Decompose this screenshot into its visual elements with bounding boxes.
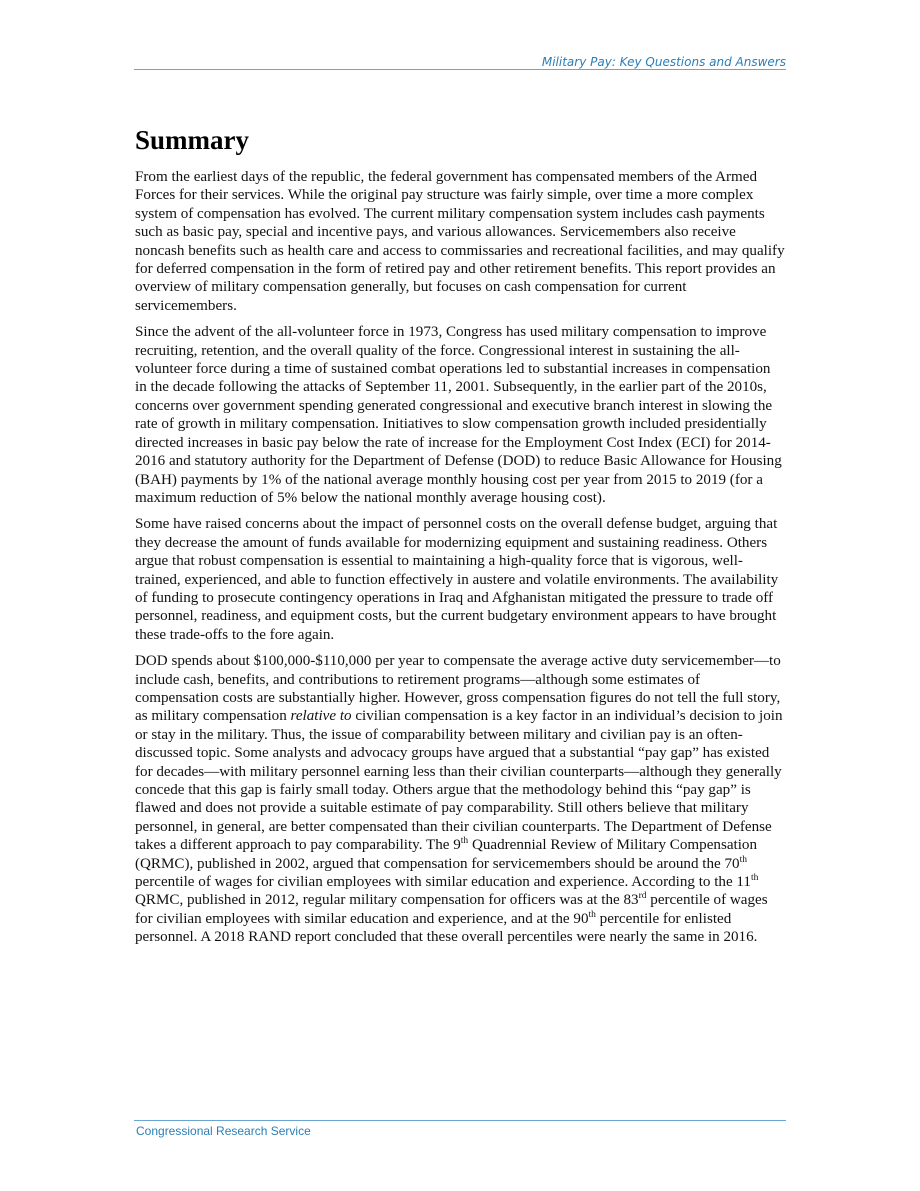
paragraph-3: Some have raised concerns about the impact of personnel costs on the overall defense budget, arguing that they decrease the amount of funds available for modernizing equipment and sustaining readiness. Others argue that robust compensation is essential to maintaining a high-quality force that is vigorous, well-trained, experienced, and able to function effectively in austere and volatile environments. The availability of funding to prosecute contingency operations in Iraq and Afghanistan mitigated the pressure to trade off personnel, readiness, and equipment costs, but the current budgetary environment appears to have brought these trade-offs to the fore again. [135, 516, 779, 643]
ordinal-superscript: th [588, 909, 596, 920]
p4-text-6: percentile of wages for civilian employees with similar education and experience, and at the 90 [135, 892, 768, 927]
footer-organization: Congressional Research Service [136, 1124, 311, 1138]
p4-text-1: DOD spends about $100,000-$110,000 per year to compensate the average active duty servicemember—to include cash, benefits, and contributions to retirement programs—although some estimates of compensation costs are substantially higher. However, gross compensation figures do not tell the full story, as military compensation [135, 653, 781, 725]
ordinal-superscript: th [460, 836, 469, 847]
p4-text-5: QRMC, published in 2012, regular military compensation for officers was at the 83 [135, 892, 639, 909]
ordinal-superscript: th [739, 854, 747, 865]
paragraph-2: Since the advent of the all-volunteer force in 1973, Congress has used military compensation to improve recruiting, retention, and the overall quality of the force. Congressional interest in sustaining the all-volunteer force during a time of sustained combat operations led to substantial increases in compensation in the decade following the attacks of September 11, 2001. Subsequently, in the earlier part of the 2010s, concerns over government spending generated congressional and executive branch interest in slowing the rate of growth in military compensation. Initiatives to slow compensation growth included presidentially directed increases in basic pay below the rate of increase for the Employment Cost Index (ECI) for 2014-2016 and statutory authority for the Department of Defense (DOD) to reduce Basic Allowance for Housing (BAH) payments by 1% of the national average monthly housing cost per year from 2015 to 2019 (for a maximum reduction of 5% below the national monthly average housing cost). [135, 324, 782, 506]
p4-emphasis: relative to [290, 708, 352, 725]
footer-divider [134, 1120, 786, 1121]
running-header: Military Pay: Key Questions and Answers [541, 55, 786, 69]
ordinal-superscript: rd [638, 891, 647, 902]
p4-text-2: civilian compensation is a key factor in an individual’s decision to join or stay in the military. Thus, the issue of comparability between military and civilian pay is an often-discussed topic. Some analysts and advocacy groups have argued that a substantial “pay gap” has existed for decades—with military personnel earning less than their civilian counterparts—although they generally concede that this gap is fairly small today. Others argue that the methodology behind this “pay gap” is flawed and does not provide a suitable estimate of pay comparability. Still others believe that military personnel, in general, are better compensated than their civilian counterparts. The Department of Defense takes a different approach to pay comparability. The 9 [135, 708, 783, 854]
p4-text-3: Quadrennial Review of Military Compensation (QRMC), published in 2002, argued that compensation for servicemembers should be around the 70 [135, 837, 758, 872]
p4-text-4: percentile of wages for civilian employees with similar education and experience. According to the 11 [135, 874, 751, 891]
ordinal-superscript: th [750, 873, 759, 883]
header-divider [134, 69, 786, 70]
section-title: Summary [135, 125, 249, 155]
page-content [135, 124, 785, 955]
paragraph-1: From the earliest days of the republic, the federal government has compensated members of the Armed Forces for their services. While the original pay structure was fairly simple, over time a more complex system of compensation has evolved. The current military compensation system includes cash payments such as basic pay, special and incentive pays, and various allowances. Servicemembers also receive noncash benefits such as health care and access to commissaries and recreational facilities, and may qualify for deferred compensation in the form of retired pay and other retirement benefits. This report provides an overview of military compensation generally, but focuses on cash compensation for current servicemembers. [135, 169, 785, 314]
p4-text-7: percentile for enlisted personnel. A 2018 RAND report concluded that these overall percentiles were nearly the same in 2016. [135, 910, 758, 946]
paragraph-4 [135, 652, 785, 947]
